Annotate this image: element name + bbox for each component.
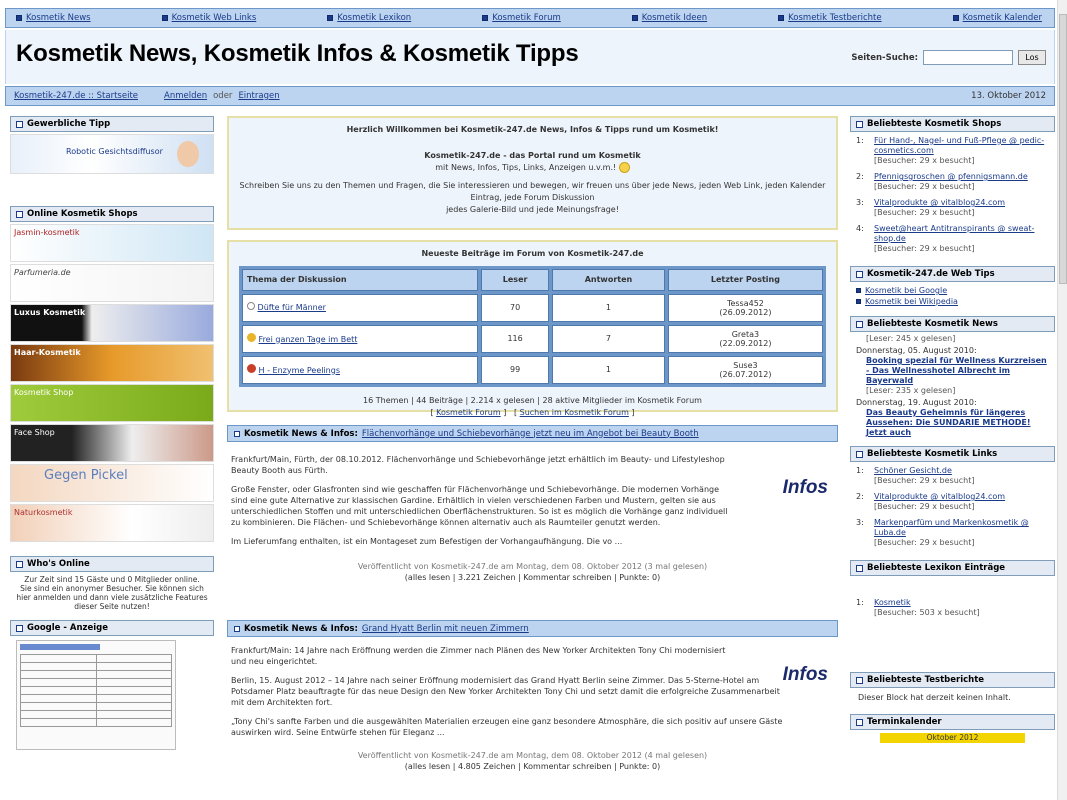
topnav-testberichte[interactable] xyxy=(778,13,881,23)
list-item[interactable] xyxy=(856,466,1049,486)
google-ad[interactable] xyxy=(10,636,214,756)
scrollbar[interactable] xyxy=(1057,0,1067,800)
list-item[interactable] xyxy=(856,492,1049,512)
welcome-text: Schreiben Sie uns zu den Themen und Fragen, die Sie interessieren und bewegen, wir freuen uns über jede News, jeden Web Link, jeden Kalender Eintrag, jede Forum Diskussion xyxy=(239,181,826,202)
square-bullet-icon xyxy=(16,15,22,21)
smiley-icon xyxy=(619,162,630,173)
breadcrumb-home[interactable]: Kosmetik-247.de :: Startseite xyxy=(14,91,139,101)
infos-logo: Infos xyxy=(782,664,828,685)
calendar-month[interactable]: Oktober 2012 xyxy=(880,733,1025,743)
box-title: Google - Anzeige xyxy=(27,623,108,633)
rank: 1: xyxy=(856,598,864,607)
list-item[interactable] xyxy=(856,224,1049,254)
square-bullet-icon xyxy=(482,15,488,21)
last-poster: Greta3 xyxy=(731,330,760,339)
topnav-kalender[interactable] xyxy=(953,13,1042,23)
topnav-ideen[interactable] xyxy=(632,13,707,23)
table-row[interactable] xyxy=(242,356,823,384)
right-column xyxy=(850,116,1055,746)
news-meta: Veröffentlicht von Kosmetik-247.de am Montag, dem 08. Oktober 2012 (3 mal gelesen) xyxy=(357,562,708,571)
banner-text: Gegen Pickel xyxy=(44,468,128,483)
readers-cell: 99 xyxy=(481,356,549,384)
shop-link[interactable]: Vitalprodukte @ vitalblog24.com xyxy=(874,198,1006,207)
visits: [Besucher: 29 x besucht] xyxy=(874,208,975,217)
topnav-label: Kosmetik Ideen xyxy=(641,13,708,23)
last-poster: Suse3 xyxy=(733,361,758,370)
box-header-top-links xyxy=(850,446,1055,462)
answers-cell: 7 xyxy=(552,325,665,353)
topnav-label: Kosmetik Forum xyxy=(492,13,561,23)
visits: [Besucher: 29 x besucht] xyxy=(874,502,975,511)
news-body xyxy=(227,637,838,787)
box-header-shops xyxy=(10,206,214,222)
box-title: Who's Online xyxy=(27,559,90,569)
box-header-webtips xyxy=(850,266,1055,282)
topnav-weblinks[interactable] xyxy=(162,13,257,23)
top-shops-list xyxy=(850,132,1055,264)
visits: [Besucher: 29 x besucht] xyxy=(874,476,975,485)
square-bullet-icon xyxy=(953,15,959,21)
box-header-whos-online xyxy=(10,556,214,572)
whos-online-text: Sie sind ein anonymer Besucher. Sie können sich hier anmelden und dann viele zusätzliche Features dieser Seite nutzen! xyxy=(16,584,208,611)
login-link[interactable]: Anmelden xyxy=(164,91,208,101)
news-title-link[interactable]: Flächenvorhänge und Schiebevorhänge jetzt neu im Angebot bei Beauty Booth xyxy=(361,428,699,439)
rank: 1: xyxy=(856,136,864,145)
box-title: Beliebteste Kosmetik Links xyxy=(867,449,998,459)
topic-emoji-icon xyxy=(247,333,256,342)
breadcrumb-bar xyxy=(5,86,1055,106)
news-link[interactable]: Das Beauty Geheimnis für längeres Aussehen: Die SUNDARIE METHODE! Jetzt auch xyxy=(866,408,1031,437)
face-image-icon xyxy=(177,141,199,167)
box-title: Terminkalender xyxy=(867,717,942,727)
square-bullet-icon xyxy=(16,625,23,632)
table-row[interactable] xyxy=(242,325,823,353)
news-meta: Veröffentlicht von Kosmetik-247.de am Montag, dem 08. Oktober 2012 (4 mal gelesen) xyxy=(357,751,708,760)
square-bullet-icon xyxy=(16,121,23,128)
news-actions[interactable]: (alles lesen | 3.221 Zeichen | Kommentar schreiben | Punkte: 0) xyxy=(404,573,661,582)
visits: [Besucher: 29 x besucht] xyxy=(874,538,975,547)
banner-text: Kosmetik Shop xyxy=(14,388,74,397)
news-date: Donnerstag, 05. August 2010: xyxy=(856,346,977,355)
top-lexikon-list xyxy=(850,576,1055,672)
ad-text: Robotic Gesichtsdiffusor xyxy=(66,147,163,156)
square-bullet-icon xyxy=(162,15,168,21)
forum-link[interactable]: Kosmetik Forum xyxy=(436,408,501,417)
banner-text: Parfumeria.de xyxy=(14,268,71,277)
last-post-date: (26.09.2012) xyxy=(719,308,772,317)
news-intro: Frankfurt/Main, Fürth, der 08.10.2012. Flächenvorhänge und Schiebevorhänge jetzt erhältlich im Beauty- und Lifestyleshop Beauty Booth aus Fürth. xyxy=(231,455,725,475)
banner-text: Jasmin-kosmetik xyxy=(14,228,80,237)
welcome-panel xyxy=(227,116,838,230)
answers-cell: 1 xyxy=(552,356,665,384)
lexikon-link[interactable]: Kosmetik xyxy=(874,598,911,607)
topnav-label: Kosmetik Web Links xyxy=(171,13,257,23)
square-bullet-icon xyxy=(632,15,638,21)
reads: [Leser: 245 x gelesen] xyxy=(866,334,956,343)
visits: [Besucher: 503 x besucht] xyxy=(874,608,980,617)
topic-emoji-icon xyxy=(247,364,256,373)
webtip-wikipedia[interactable] xyxy=(850,296,1055,307)
welcome-text-2: jedes Galerie-Bild und jede Meinungsfrage! xyxy=(446,205,619,214)
link[interactable]: Markenparfüm und Markenkosmetik @ Luba.de xyxy=(874,518,1029,537)
shop-link[interactable]: Für Hand-, Nagel- und Fuß-Pflege @ pedic-cosmetics.com xyxy=(874,136,1045,155)
left-column xyxy=(10,116,214,756)
list-item[interactable] xyxy=(856,172,1049,192)
top-navigation xyxy=(5,8,1055,28)
forum-col-topic: Thema der Diskussion xyxy=(242,269,478,291)
site-search xyxy=(851,50,1046,65)
top-news-list xyxy=(850,332,1055,442)
box-title: Online Kosmetik Shops xyxy=(27,209,138,219)
topnav-forum[interactable] xyxy=(482,13,561,23)
news-actions[interactable]: (alles lesen | 4.805 Zeichen | Kommentar schreiben | Punkte: 0) xyxy=(404,762,661,771)
news-link[interactable]: Booking spezial für Wellness Kurzreisen - Das Wellnesshotel Albrecht im Bayerwald xyxy=(866,356,1047,385)
square-bullet-icon xyxy=(16,561,23,568)
news-paragraph-2: „Tony Chi's sanfte Farben und die ausgewählten Materialien erzeugen eine ganz besondere Atmosphäre, die sich positiv auf unsere Gäste auswirken wird. Seine Entwürfe stehen für Eleganz ... xyxy=(231,717,783,737)
news-body xyxy=(227,442,838,610)
box-title: Gewerbliche Tipp xyxy=(27,119,111,129)
search-input[interactable] xyxy=(923,50,1013,65)
topnav-label: Kosmetik Testberichte xyxy=(788,13,882,23)
shop-banner-2[interactable] xyxy=(10,264,214,302)
webtip-link[interactable]: Kosmetik bei Wikipedia xyxy=(865,297,958,306)
box-header-calendar xyxy=(850,714,1055,730)
link[interactable]: Schöner Gesicht.de xyxy=(874,466,952,475)
shop-banner-6[interactable] xyxy=(10,424,214,462)
visits: [Besucher: 29 x besucht] xyxy=(874,156,975,165)
square-bullet-icon xyxy=(856,719,863,726)
news-category: Kosmetik News & Infos: xyxy=(244,623,358,634)
news-header xyxy=(227,620,838,637)
topnav-label: Kosmetik News xyxy=(26,13,91,23)
welcome-portal: Kosmetik-247.de - das Portal rund um Kosmetik xyxy=(424,151,641,160)
banner-text: Haar-Kosmetik xyxy=(14,348,81,357)
news-category: Kosmetik News & Infos: xyxy=(244,428,358,439)
news-article-1 xyxy=(227,425,838,610)
readers-cell: 70 xyxy=(481,294,549,322)
box-header-top-shops xyxy=(850,116,1055,132)
square-bullet-icon xyxy=(856,271,863,278)
forum-col-last: Letzter Posting xyxy=(668,269,823,291)
news-paragraph: Berlin, 15. August 2012 – 14 Jahre nach seiner Eröffnung modernisiert das Grand Hyatt Berlin seine Zimmer. Das 5-Sterne-Hotel am Potsdamer Platz beauftragte für das neue Design den New Yorker Architekten Tony Chi und setzt damit die erfolgreiche Zusammenarbeit mit dem Architekten fort. xyxy=(231,676,780,707)
visits: [Besucher: 29 x besucht] xyxy=(874,182,975,191)
forum-col-answers: Antworten xyxy=(552,269,665,291)
topic-icon xyxy=(247,302,255,310)
list-item[interactable] xyxy=(856,198,1049,218)
square-bullet-icon xyxy=(856,299,861,304)
news-title-link[interactable]: Grand Hyatt Berlin mit neuen Zimmern xyxy=(361,623,529,634)
shop-banner-1[interactable] xyxy=(10,224,214,262)
news-paragraph-2: Im Lieferumfang enthalten, ist ein Montageset zum Befestigen der Vorhangaufhängung. Die vo ... xyxy=(231,537,623,546)
forum-title: Neueste Beiträge im Forum von Kosmetik-247.de xyxy=(421,249,644,258)
box-title: Kosmetik-247.de Web Tips xyxy=(867,269,995,279)
topic-link[interactable]: Düfte für Männer xyxy=(257,303,326,312)
topic-link[interactable]: H - Enzyme Peelings xyxy=(258,365,340,375)
topnav-lexikon[interactable] xyxy=(327,13,411,23)
box-header-top-news xyxy=(850,316,1055,332)
news-intro: Frankfurt/Main: 14 Jahre nach Eröffnung werden die Zimmer nach Plänen des New Yorker Architekten Tony Chi modernisiert und neu eingerichtet. xyxy=(231,646,726,666)
square-bullet-icon xyxy=(856,288,861,293)
box-title: Beliebteste Kosmetik News xyxy=(867,319,998,329)
rank: 1: xyxy=(856,466,864,475)
forum-stats: 16 Themen | 44 Beiträge | 2.214 x gelesen | 28 aktive Mitglieder im Kosmetik Forum xyxy=(363,396,702,405)
welcome-subline xyxy=(239,162,826,174)
square-bullet-icon xyxy=(856,565,863,572)
table-row[interactable] xyxy=(242,294,823,322)
search-label: Seiten-Suche: xyxy=(851,52,918,63)
box-header-tipp xyxy=(10,116,214,132)
last-post-date: (22.09.2012) xyxy=(719,339,772,348)
tests-empty-text: Dieser Block hat derzeit keinen Inhalt. xyxy=(858,693,1011,702)
square-bullet-icon xyxy=(856,451,863,458)
topnav-label: Kosmetik Kalender xyxy=(962,13,1042,23)
shop-banner-5[interactable] xyxy=(10,384,214,422)
forum-table xyxy=(239,266,826,387)
box-title: Beliebteste Kosmetik Shops xyxy=(867,119,1002,129)
forum-links: [ Kosmetik Forum ] [ Suchen im Kosmetik Forum ] xyxy=(430,408,635,417)
box-header-top-lexikon xyxy=(850,560,1055,576)
list-item[interactable] xyxy=(856,598,1049,618)
list-item[interactable] xyxy=(856,136,1049,166)
shop-banner-8[interactable] xyxy=(10,504,214,542)
current-date: 13. Oktober 2012 xyxy=(971,91,1046,101)
shop-link[interactable]: Sweet@heart Antitranspirants @ sweat-shop.de xyxy=(874,224,1035,243)
list-item[interactable] xyxy=(856,518,1049,548)
webtip-google[interactable] xyxy=(850,285,1055,296)
news-date: Donnerstag, 19. August 2010: xyxy=(856,398,977,407)
square-bullet-icon xyxy=(856,321,863,328)
last-poster: Tessa452 xyxy=(726,299,764,308)
box-header-google xyxy=(10,620,214,636)
site-header xyxy=(5,30,1055,84)
square-bullet-icon xyxy=(327,15,333,21)
forum-col-readers: Leser xyxy=(481,269,549,291)
scrollbar-thumb[interactable] xyxy=(1059,14,1067,284)
shop-banner-4[interactable] xyxy=(10,344,214,382)
shop-banner-3[interactable] xyxy=(10,304,214,342)
news-header xyxy=(227,425,838,442)
topic-link[interactable]: Frei ganzen Tage im Bett xyxy=(258,334,358,344)
square-bullet-icon xyxy=(234,626,240,632)
banner-text: Luxus Kosmetik xyxy=(14,308,86,317)
whos-online-count: Zur Zeit sind 15 Gäste und 0 Mitglieder online. xyxy=(24,575,200,584)
rank: 2: xyxy=(856,492,864,501)
rank: 3: xyxy=(856,518,864,527)
answers-cell: 1 xyxy=(552,294,665,322)
register-link[interactable]: Eintragen xyxy=(238,91,280,101)
banner-text: Face Shop xyxy=(14,428,55,437)
shop-link[interactable]: Pfennigsgroschen @ pfennigsmann.de xyxy=(874,172,1028,181)
rank: 3: xyxy=(856,198,864,207)
main-content xyxy=(227,116,838,787)
welcome-title: Herzlich Willkommen bei Kosmetik-247.de News, Infos & Tipps rund um Kosmetik! xyxy=(346,125,719,134)
banner-text: Naturkosmetik xyxy=(14,508,73,517)
square-bullet-icon xyxy=(856,121,863,128)
news-article-2 xyxy=(227,620,838,787)
reads: [Leser: 235 x gelesen] xyxy=(866,386,956,395)
square-bullet-icon xyxy=(16,211,23,218)
shop-banner-7[interactable] xyxy=(10,464,214,502)
webtip-link[interactable]: Kosmetik bei Google xyxy=(865,286,948,295)
box-header-top-tests xyxy=(850,672,1055,688)
rank: 2: xyxy=(856,172,864,181)
box-title: Beliebteste Testberichte xyxy=(867,675,985,685)
top-links-list xyxy=(850,462,1055,558)
visits: [Besucher: 29 x besucht] xyxy=(874,244,975,253)
box-title: Beliebteste Lexikon Einträge xyxy=(867,563,1006,573)
forum-panel xyxy=(227,240,838,417)
news-paragraph: Große Fenster, oder Glasfronten sind wie geschaffen für Flächenvorhänge und Schiebevorhänge. Die modernen Vorhänge sind eine gute Alternative zur klassischen Gardine. Erhältlich in vielen verschiedenen Farben und Mustern, gelten sie aus unterschiedlichen Stoffen und mit unterschiedlichen Oberflächenstrukturen. So ist es möglich die Vorhänge ganz individuell zu kombinieren. Die Flächen- und Schiebevorhänge können alternativ auch als Raumteiler genutzt werden. xyxy=(231,485,728,527)
last-post-date: (26.07.2012) xyxy=(719,370,772,379)
link[interactable]: Vitalprodukte @ vitalblog24.com xyxy=(874,492,1006,501)
site-title[interactable]: Kosmetik News, Kosmetik Infos & Kosmetik Tipps xyxy=(16,40,579,67)
forum-search-link[interactable]: Suchen im Kosmetik Forum xyxy=(519,408,629,417)
tipp-ad-banner[interactable] xyxy=(10,134,214,174)
topnav-label: Kosmetik Lexikon xyxy=(337,13,412,23)
square-bullet-icon xyxy=(778,15,784,21)
square-bullet-icon xyxy=(856,677,863,684)
rank: 4: xyxy=(856,224,864,233)
search-button[interactable]: Los xyxy=(1018,50,1046,65)
welcome-subline-text: mit News, Infos, Tips, Links, Anzeigen u.v.m.! xyxy=(435,163,617,172)
square-bullet-icon xyxy=(234,431,240,437)
topnav-news[interactable] xyxy=(16,13,91,23)
infos-logo: Infos xyxy=(782,477,828,498)
readers-cell: 116 xyxy=(481,325,549,353)
oder-text: oder xyxy=(213,91,233,101)
